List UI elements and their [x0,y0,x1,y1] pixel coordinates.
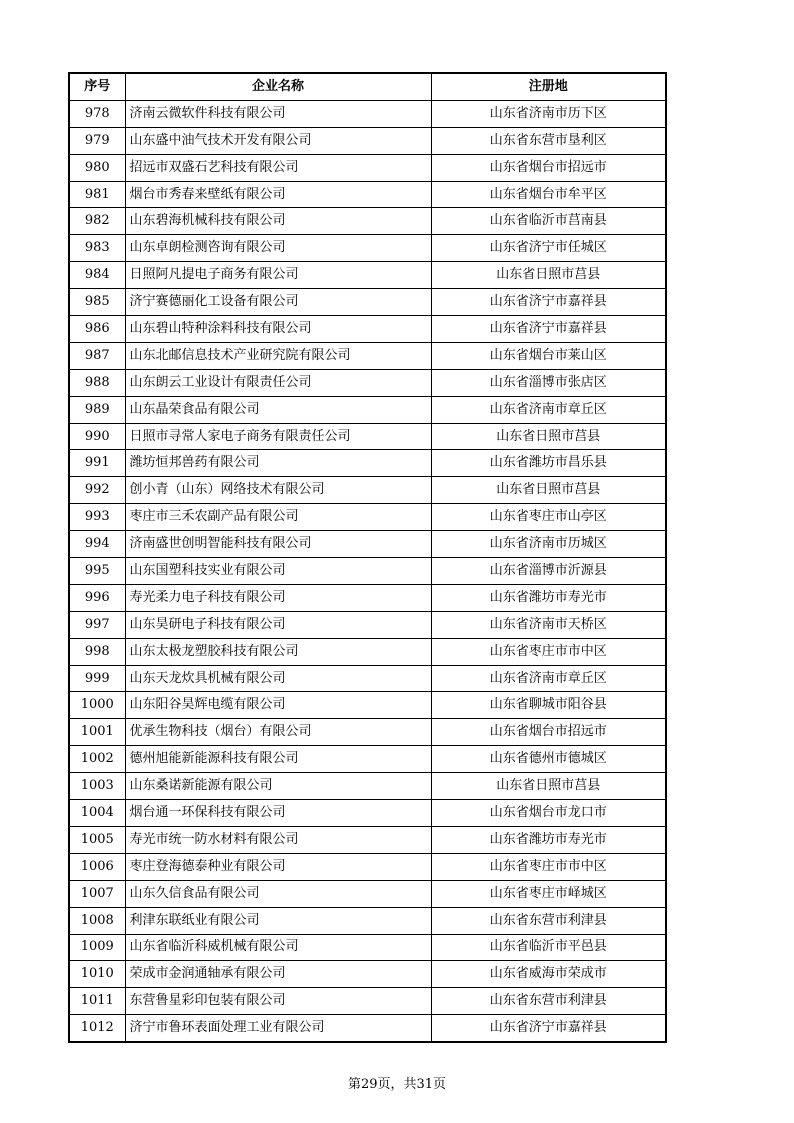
row-company-name: 优承生物科技（烟台）有限公司 [125,719,431,746]
row-registered-location: 山东省聊城市阳谷县 [431,692,666,719]
row-index: 1010 [69,961,125,988]
row-index: 997 [69,611,125,638]
row-index: 986 [69,316,125,343]
row-company-name: 山东盛中油气技术开发有限公司 [125,127,431,154]
row-company-name: 德州旭能新能源科技有限公司 [125,746,431,773]
table-row [69,934,666,961]
table-row [69,316,666,343]
table-row [69,880,666,907]
row-company-name: 枣庄市三禾农副产品有限公司 [125,504,431,531]
row-index: 1007 [69,880,125,907]
row-index: 985 [69,289,125,316]
page-number: 第29页，共31页 [347,1077,447,1092]
row-company-name: 山东碧海机械科技有限公司 [125,208,431,235]
row-company-name: 潍坊恒邦兽药有限公司 [125,450,431,477]
table-row [69,826,666,853]
row-company-name: 山东北邮信息技术产业研究院有限公司 [125,342,431,369]
row-index: 978 [69,100,125,127]
row-index: 993 [69,504,125,531]
row-index: 982 [69,208,125,235]
row-registered-location: 山东省潍坊市寿光市 [431,826,666,853]
table-row [69,289,666,316]
row-index: 1006 [69,853,125,880]
row-registered-location: 山东省烟台市龙口市 [431,800,666,827]
row-company-name: 山东桑诺新能源有限公司 [125,773,431,800]
table-row [69,719,666,746]
table-row [69,773,666,800]
row-registered-location: 山东省日照市莒县 [431,262,666,289]
row-index: 998 [69,638,125,665]
row-company-name: 寿光市统一防水材料有限公司 [125,826,431,853]
row-registered-location: 山东省淄博市沂源县 [431,558,666,585]
row-registered-location: 山东省日照市莒县 [431,477,666,504]
header-index: 序号 [69,73,125,100]
row-index: 1009 [69,934,125,961]
row-index: 990 [69,423,125,450]
table-row [69,477,666,504]
row-registered-location: 山东省烟台市招远市 [431,719,666,746]
row-registered-location: 山东省济南市章丘区 [431,396,666,423]
row-registered-location: 山东省枣庄市峄城区 [431,880,666,907]
row-registered-location: 山东省临沂市莒南县 [431,208,666,235]
row-registered-location: 山东省枣庄市山亭区 [431,504,666,531]
table-row [69,450,666,477]
row-company-name: 日照市寻常人家电子商务有限责任公司 [125,423,431,450]
row-company-name: 创小青（山东）网络技术有限公司 [125,477,431,504]
row-index: 999 [69,665,125,692]
row-company-name: 山东天龙炊具机械有限公司 [125,665,431,692]
row-company-name: 利津东联纸业有限公司 [125,907,431,934]
row-registered-location: 山东省日照市莒县 [431,423,666,450]
row-index: 991 [69,450,125,477]
row-company-name: 山东省临沂科威机械有限公司 [125,934,431,961]
table-row [69,531,666,558]
table-row [69,181,666,208]
table-row [69,342,666,369]
table-row [69,423,666,450]
row-index: 1005 [69,826,125,853]
row-registered-location: 山东省日照市莒县 [431,773,666,800]
row-index: 996 [69,584,125,611]
table-row [69,907,666,934]
table-row [69,208,666,235]
row-index: 994 [69,531,125,558]
table-header-row [69,73,666,100]
row-registered-location: 山东省东营市利津县 [431,988,666,1015]
table-row [69,504,666,531]
row-registered-location: 山东省潍坊市寿光市 [431,584,666,611]
table-row [69,961,666,988]
row-index: 995 [69,558,125,585]
row-company-name: 山东朗云工业设计有限责任公司 [125,369,431,396]
row-company-name: 济宁赛德丽化工设备有限公司 [125,289,431,316]
row-company-name: 招远市双盛石艺科技有限公司 [125,154,431,181]
table-row [69,262,666,289]
table-row [69,665,666,692]
row-company-name: 枣庄登海德泰种业有限公司 [125,853,431,880]
row-registered-location: 山东省济南市天桥区 [431,611,666,638]
row-registered-location: 山东省烟台市莱山区 [431,342,666,369]
table-row [69,800,666,827]
table-row [69,746,666,773]
row-registered-location: 山东省济南市历下区 [431,100,666,127]
table-row [69,369,666,396]
row-registered-location: 山东省临沂市平邑县 [431,934,666,961]
row-registered-location: 山东省枣庄市市中区 [431,638,666,665]
row-index: 989 [69,396,125,423]
row-index: 1008 [69,907,125,934]
row-company-name: 山东久信食品有限公司 [125,880,431,907]
row-registered-location: 山东省东营市垦利区 [431,127,666,154]
row-company-name: 东营鲁星彩印包装有限公司 [125,988,431,1015]
row-registered-location: 山东省东营市利津县 [431,907,666,934]
row-company-name: 济南云微软件科技有限公司 [125,100,431,127]
row-index: 988 [69,369,125,396]
table-row [69,235,666,262]
row-registered-location: 山东省德州市德城区 [431,746,666,773]
row-registered-location: 山东省威海市荣成市 [431,961,666,988]
row-index: 1004 [69,800,125,827]
row-registered-location: 山东省济南市章丘区 [431,665,666,692]
row-registered-location: 山东省济南市历城区 [431,531,666,558]
table-row [69,396,666,423]
row-index: 984 [69,262,125,289]
row-company-name: 日照阿凡提电子商务有限公司 [125,262,431,289]
company-table-container [68,72,665,1043]
row-index: 1003 [69,773,125,800]
row-registered-location: 山东省济宁市嘉祥县 [431,316,666,343]
row-index: 987 [69,342,125,369]
table-row [69,100,666,127]
row-company-name: 山东阳谷昊辉电缆有限公司 [125,692,431,719]
header-company-name: 企业名称 [125,73,431,100]
row-company-name: 山东碧山特种涂料科技有限公司 [125,316,431,343]
header-registered-location: 注册地 [431,73,666,100]
row-registered-location: 山东省枣庄市市中区 [431,853,666,880]
company-table [68,72,667,1043]
row-company-name: 烟台市秀春来壁纸有限公司 [125,181,431,208]
table-row [69,611,666,638]
row-index: 983 [69,235,125,262]
table-row [69,558,666,585]
row-registered-location: 山东省烟台市牟平区 [431,181,666,208]
row-company-name: 荣成市金润通轴承有限公司 [125,961,431,988]
row-index: 992 [69,477,125,504]
row-registered-location: 山东省济宁市任城区 [431,235,666,262]
table-row [69,127,666,154]
row-company-name: 山东国塑科技实业有限公司 [125,558,431,585]
table-row [69,1015,666,1042]
row-index: 1012 [69,1015,125,1042]
row-registered-location: 山东省济宁市嘉祥县 [431,1015,666,1042]
row-registered-location: 山东省济宁市嘉祥县 [431,289,666,316]
row-company-name: 寿光柔力电子科技有限公司 [125,584,431,611]
row-index: 980 [69,154,125,181]
row-index: 1001 [69,719,125,746]
row-registered-location: 山东省淄博市张店区 [431,369,666,396]
row-index: 979 [69,127,125,154]
row-company-name: 山东卓朗检测咨询有限公司 [125,235,431,262]
row-index: 1000 [69,692,125,719]
row-index: 1011 [69,988,125,1015]
table-row [69,988,666,1015]
row-company-name: 济宁市鲁环表面处理工业有限公司 [125,1015,431,1042]
row-registered-location: 山东省潍坊市昌乐县 [431,450,666,477]
table-row [69,853,666,880]
row-registered-location: 山东省烟台市招远市 [431,154,666,181]
row-index: 1002 [69,746,125,773]
table-row [69,584,666,611]
row-company-name: 山东昊研电子科技有限公司 [125,611,431,638]
row-company-name: 山东太极龙塑胶科技有限公司 [125,638,431,665]
row-company-name: 济南盛世创明智能科技有限公司 [125,531,431,558]
table-row [69,154,666,181]
row-company-name: 山东晶荣食品有限公司 [125,396,431,423]
table-row [69,638,666,665]
row-index: 981 [69,181,125,208]
table-row [69,692,666,719]
row-company-name: 烟台通一环保科技有限公司 [125,800,431,827]
